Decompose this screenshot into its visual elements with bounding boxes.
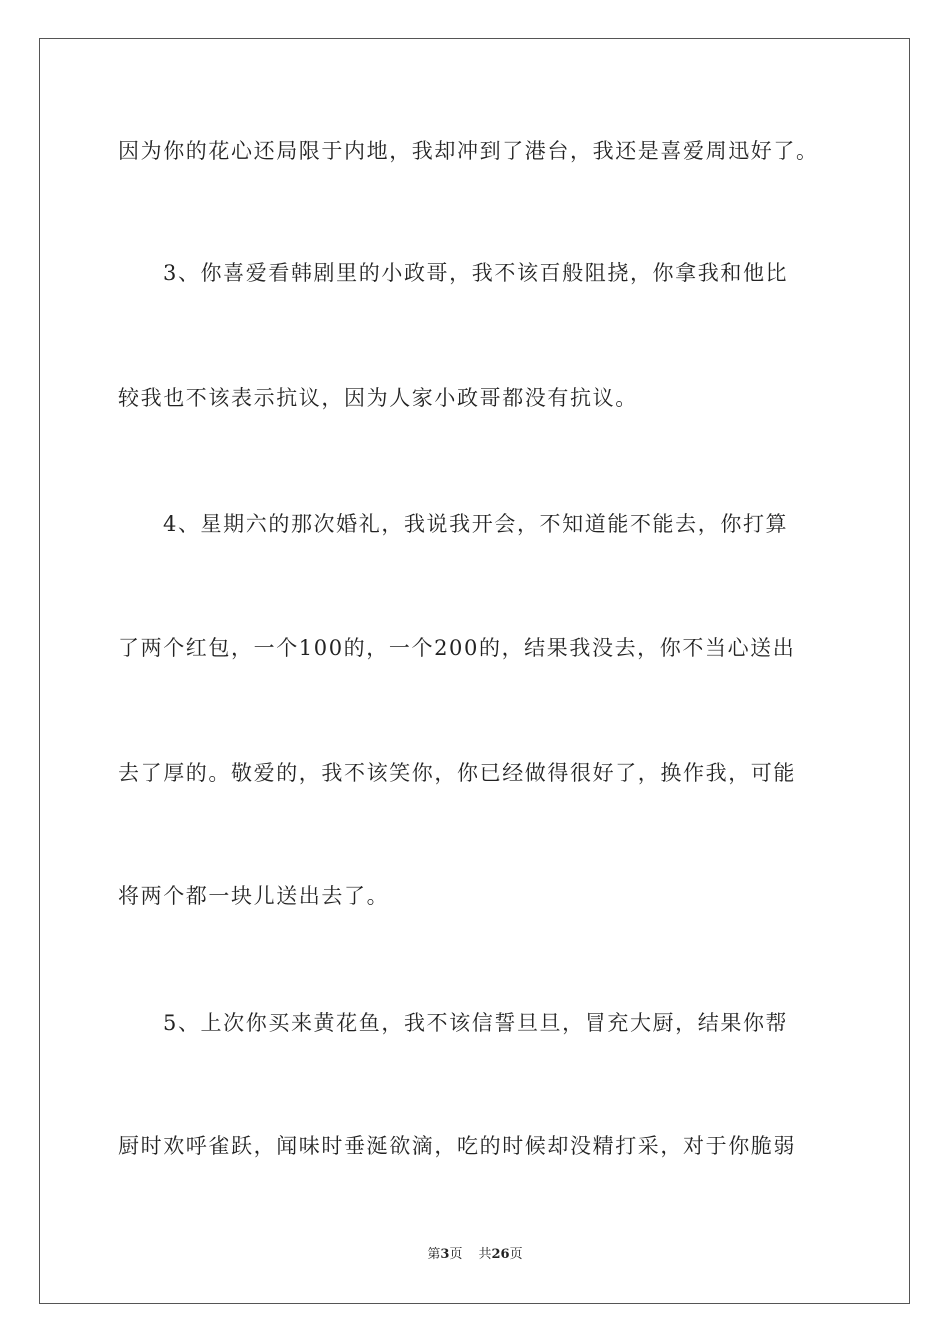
page-frame (39, 38, 910, 1304)
paragraph-line: 了两个红包，一个100的，一个200的，结果我没去，你不当心送出 (118, 636, 796, 660)
paragraph-line: 3、你喜爱看韩剧里的小政哥，我不该百般阻挠，你拿我和他比 (163, 261, 789, 285)
page-prefix: 第 (427, 1247, 441, 1262)
paragraph-line: 5、上次你买来黄花鱼，我不该信誓旦旦，冒充大厨，结果你帮 (163, 1011, 789, 1035)
total-suffix: 页 (509, 1247, 523, 1262)
paragraph-line: 较我也不该表示抗议，因为人家小政哥都没有抗议。 (118, 386, 638, 410)
total-prefix: 共 (478, 1247, 492, 1262)
total-pages: 26 (491, 1247, 510, 1262)
paragraph-line: 厨时欢呼雀跃，闻味时垂涎欲滴，吃的时候却没精打采，对于你脆弱 (118, 1134, 796, 1158)
page-number: 3 (440, 1247, 450, 1262)
page-footer (0, 1246, 950, 1264)
paragraph-line: 去了厚的。敬爱的，我不该笑你，你已经做得很好了，换作我，可能 (118, 761, 796, 785)
paragraph-line: 将两个都一块儿送出去了。 (118, 884, 390, 908)
paragraph-line: 4、星期六的那次婚礼，我说我开会，不知道能不能去，你打算 (163, 512, 789, 536)
page-suffix: 页 (449, 1247, 463, 1262)
paragraph-line: 因为你的花心还局限于内地，我却冲到了港台，我还是喜爱周迅好了。 (118, 139, 819, 163)
